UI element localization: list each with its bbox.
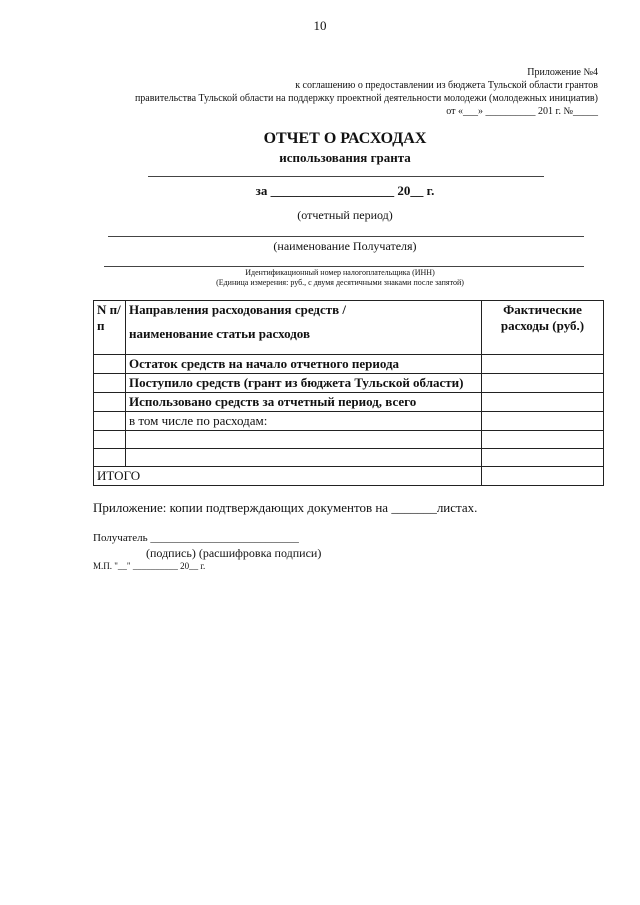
row-total: ИТОГО	[94, 467, 482, 486]
appendix-agreement-line: к соглашению о предоставлении из бюджета Тульской области грантов	[295, 80, 598, 91]
signature-caption: (подпись) (расшифровка подписи)	[146, 546, 322, 560]
unit-caption: (Единица измерения: руб., с двумя десятичными знаками после запятой)	[216, 278, 464, 287]
table-header-row	[94, 301, 604, 355]
header-direction-line-1: Направления расходования средств /	[129, 302, 347, 317]
appendix-date-line: от «___» __________ 201 г. №_____	[446, 106, 598, 117]
report-subtitle: использования гранта	[279, 150, 411, 165]
inn-line	[104, 266, 584, 267]
period-line: за ___________________ 20__ г.	[255, 183, 435, 198]
period-caption: (отчетный период)	[297, 208, 393, 222]
recipient-line	[108, 236, 584, 237]
table-total-row	[94, 467, 604, 486]
expense-table	[93, 300, 604, 486]
stamp-date-line: М.П. "__" __________ 20__ г.	[93, 561, 206, 571]
table-row-empty	[94, 431, 604, 449]
row-including: в том числе по расходам:	[126, 412, 482, 431]
attachment-note: Приложение: копии подтверждающих документов на _______листах.	[93, 500, 478, 515]
appendix-number: Приложение №4	[527, 67, 598, 78]
recipient-caption: (наименование Получателя)	[273, 239, 417, 253]
appendix-government-line: правительства Тульской области на поддержку проектной деятельности молодежи (молодежных инициатив)	[134, 93, 598, 104]
table-row	[94, 393, 604, 412]
header-actual-expenses: Фактические расходы (руб.)	[482, 301, 604, 355]
divider-line	[148, 176, 544, 177]
header-direction-line-2: наименование статьи расходов	[129, 326, 311, 341]
header-direction	[126, 301, 482, 355]
table-row	[94, 374, 604, 393]
page-number: 10	[313, 18, 327, 33]
table-row-empty	[94, 449, 604, 467]
row-funds-received: Поступило средств (грант из бюджета Тульской области)	[126, 374, 482, 393]
header-number: N п/п	[94, 301, 126, 355]
inn-caption: Идентификационный номер налогоплательщика (ИНН)	[245, 268, 435, 277]
recipient-signature-line: Получатель ___________________________	[93, 532, 299, 544]
table-row	[94, 355, 604, 374]
report-title: ОТЧЕТ О РАСХОДАХ	[263, 130, 427, 147]
row-funds-used: Использовано средств за отчетный период, всего	[126, 393, 482, 412]
table-row	[94, 412, 604, 431]
row-opening-balance: Остаток средств на начало отчетного периода	[126, 355, 482, 374]
